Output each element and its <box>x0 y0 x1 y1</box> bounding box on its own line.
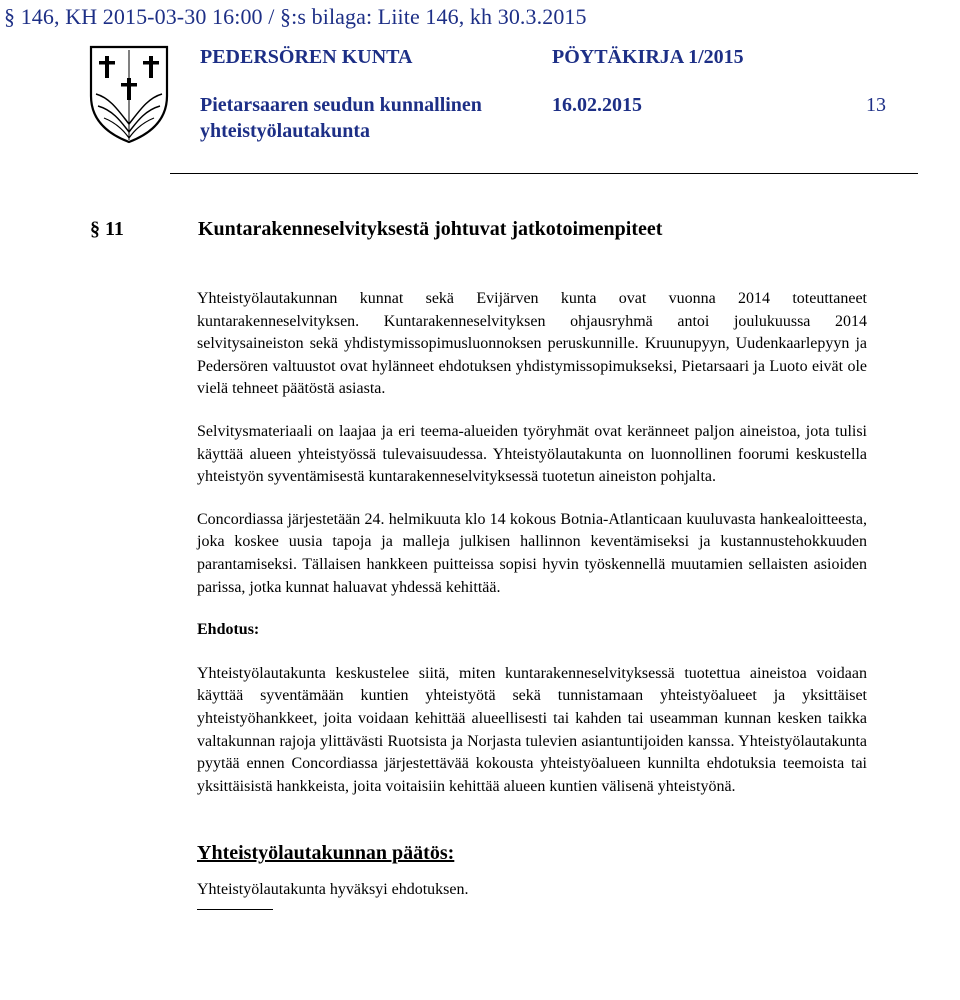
decision-text: Yhteistyölautakunta hyväksyi ehdotuksen. <box>197 880 469 898</box>
section-number: § 11 <box>90 218 124 240</box>
header-divider <box>170 173 918 174</box>
proposal-text: Yhteistyölautakunta keskustelee siitä, miten kuntarakenneselvityksessä tuotettua aineistoa voidaan käyttää syventämään kuntien yhteistyötä sekä tunnistamaan yhteistyöalueet ja yksittäiset yhteistyöhankkeet, joita voidaan kehittää alueellisesti tai kahden tai useamman kunnan kesken taikka valtakunnan rajoja ylittävästi Ruotsista ja Norjasta tulevien asiantuntijoiden kanssa. Yhteistyölautakunta pyytää ennen Concordiassa järjestettävää kokousta yhteistyöalueen kunnilta ehdotuksia teemoista tai yksittäisistä hankkeista, joita voitaisiin kehittää alueen kuntien välisenä yhteistyönä. <box>197 664 867 795</box>
decision-heading: Yhteistyölautakunnan päätös: <box>197 842 455 865</box>
organization-name-line2: yhteistyölautakunta <box>200 120 371 142</box>
coat-of-arms-logo <box>88 44 170 144</box>
body-paragraph: Selvitysmateriaali on laajaa ja eri teema-alueiden työryhmät ovat keränneet paljon aineistoa, jota tulisi käyttää alueen yhteistyössä tulevaisuudessa. Yhteistyölautakunta on luonnollinen foorumi keskustella yhteistyön syventämisestä kuntarakenneselvityksessä tuotetun aineiston pohjalta. <box>197 422 867 486</box>
section-heading <box>90 218 662 241</box>
proposal-label: Ehdotus: <box>197 621 260 639</box>
section-title: Kuntarakenneselvityksestä johtuvat jatkotoimenpiteet <box>198 218 663 240</box>
meeting-date: 16.02.2015 <box>552 94 642 116</box>
document-title: PÖYTÄKIRJA 1/2015 <box>552 46 744 68</box>
document-stamp: § 146, KH 2015-03-30 16:00 / §:s bilaga: Liite 146, kh 30.3.2015 <box>4 4 587 29</box>
body-paragraph: Concordiassa järjestetään 24. helmikuuta klo 14 kokous Botnia-Atlanticaan kuuluvasta hankealoitteesta, joka koskee uusia tapoja ja malleja julkisen hallinnon keventämiseksi ja kustannustehokkuuden parantamiseksi. Tällaisen hankkeen puitteissa sopisi hyvin työskennellä muutamien sellaisten asioiden parissa, jotka kunnat haluavat yhdessä kehittää. <box>197 510 867 596</box>
page-number: 13 <box>866 94 886 116</box>
document-body <box>197 288 867 910</box>
body-paragraph: Yhteistyölautakunnan kunnat sekä Evijärven kunta ovat vuonna 2014 toteuttaneet kuntarakenneselvityksen. Kuntarakenneselvityksen ohjausryhmä antoi joulukuussa 2014 selvitysaineiston sekä yhdistymissopimusluonnoksen peruskunnille. Kruunupyyn, Uudenkaarlepyyn ja Pedersören valtuustot ovat hylänneet ehdotuksen yhdistymissopimukseksi, Pietarsaari ja Luoto eivät ole vielä tehneet päätöstä asiasta. <box>197 290 867 398</box>
organization-name-line1: Pietarsaaren seudun kunnallinen <box>200 94 482 116</box>
signature-line <box>197 909 273 910</box>
municipality-name: PEDERSÖREN KUNTA <box>200 46 413 68</box>
